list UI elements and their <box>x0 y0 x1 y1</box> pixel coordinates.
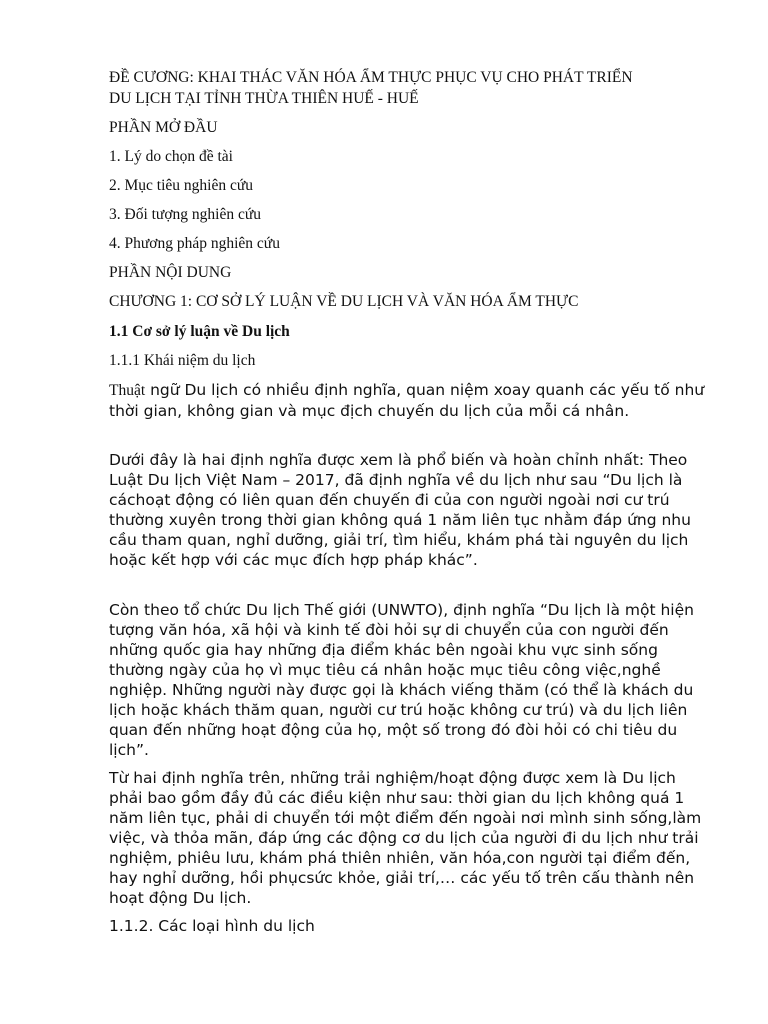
intro-item-4: 4. Phương pháp nghiên cứu <box>109 235 280 252</box>
paragraph-1 <box>109 380 709 421</box>
paragraph-1-body: ngữ Du lịch có nhiều định nghĩa, quan niệm xoay quanh các yếu tố như thời gian, không gian và mục địch chuyến du lịch của mỗi cá nhân. <box>109 381 705 420</box>
document-title-line-2: DU LỊCH TẠI TỈNH THỪA THIÊN HUẾ - HUẾ <box>109 90 419 107</box>
intro-heading: PHẦN MỞ ĐẦU <box>109 119 218 136</box>
paragraph-1-lead: Thuật <box>109 382 146 399</box>
section-1-1-1-heading: 1.1.1 Khái niệm du lịch <box>109 352 256 369</box>
section-1-1-2-heading: 1.1.2. Các loại hình du lịch <box>109 917 315 935</box>
paragraph-3: Còn theo tổ chức Du lịch Thế giới (UNWTO), định nghĩa “Du lịch là một hiện tượng văn hóa, xã hội và kinh tế đòi hỏi sự di chuyển của con người đến những quốc gia hay những địa điểm khác bên ngoài khu vực sinh sống thường ngày của họ vì mục tiêu cá nhân hoặc mục tiêu công việc,nghề nghiệp. Những người này được gọi là khách viếng thăm (có thể là khách du lịch hoặc khách thăm quan, người cư trú hoặc không cư trú) và du lịch liên quan đến những hoạt động của họ, một số trong đó đòi hỏi có chi tiêu du lịch”. <box>109 601 694 759</box>
section-1-1-heading: 1.1 Cơ sở lý luận về Du lịch <box>109 323 290 340</box>
intro-item-2: 2. Mục tiêu nghiên cứu <box>109 177 253 194</box>
intro-item-1: 1. Lý do chọn đề tài <box>109 148 233 165</box>
paragraph-2: Dưới đây là hai định nghĩa được xem là phổ biến và hoàn chỉnh nhất: Theo Luật Du lịch Việt Nam – 2017, đã định nghĩa về du lịch như sau “Du lịch là cáchoạt động có liên quan đến chuyến đi của con người ngoài nơi cư trú thường xuyên trong thời gian không quá 1 năm liên tục nhằm đáp ứng nhu cầu tham quan, nghỉ dưỡng, giải trí, tìm hiểu, khám phá tài nguyên du lịch hoặc kết hợp với các mục đích hợp pháp khác”. <box>109 451 691 569</box>
intro-item-3: 3. Đối tượng nghiên cứu <box>109 206 261 223</box>
paragraph-4: Từ hai định nghĩa trên, những trải nghiệm/hoạt động được xem là Du lịch phải bao gồm đầy đủ các điều kiện như sau: thời gian du lịch không quá 1 năm liên tục, phải di chuyển tới một điểm đến ngoài nơi mình sinh sống,làm việc, và thỏa mãn, đáp ứng các động cơ du lịch của người đi du lịch như trải nghiệm, phiêu lưu, khám phá thiên nhiên, văn hóa,con người tại điểm đến, hay nghỉ dưỡng, hồi phụcsức khỏe, giải trí,… các yếu tố trên cấu thành nên hoạt động Du lịch. <box>109 769 702 907</box>
document-title-line-1: ĐỀ CƯƠNG: KHAI THÁC VĂN HÓA ẨM THỰC PHỤC VỤ CHO PHÁT TRIỂN <box>109 69 633 86</box>
chapter-1-heading: CHƯƠNG 1: CƠ SỞ LÝ LUẬN VỀ DU LỊCH VÀ VĂN HÓA ẨM THỰC <box>109 293 579 310</box>
content-heading: PHẦN NỘI DUNG <box>109 264 232 281</box>
